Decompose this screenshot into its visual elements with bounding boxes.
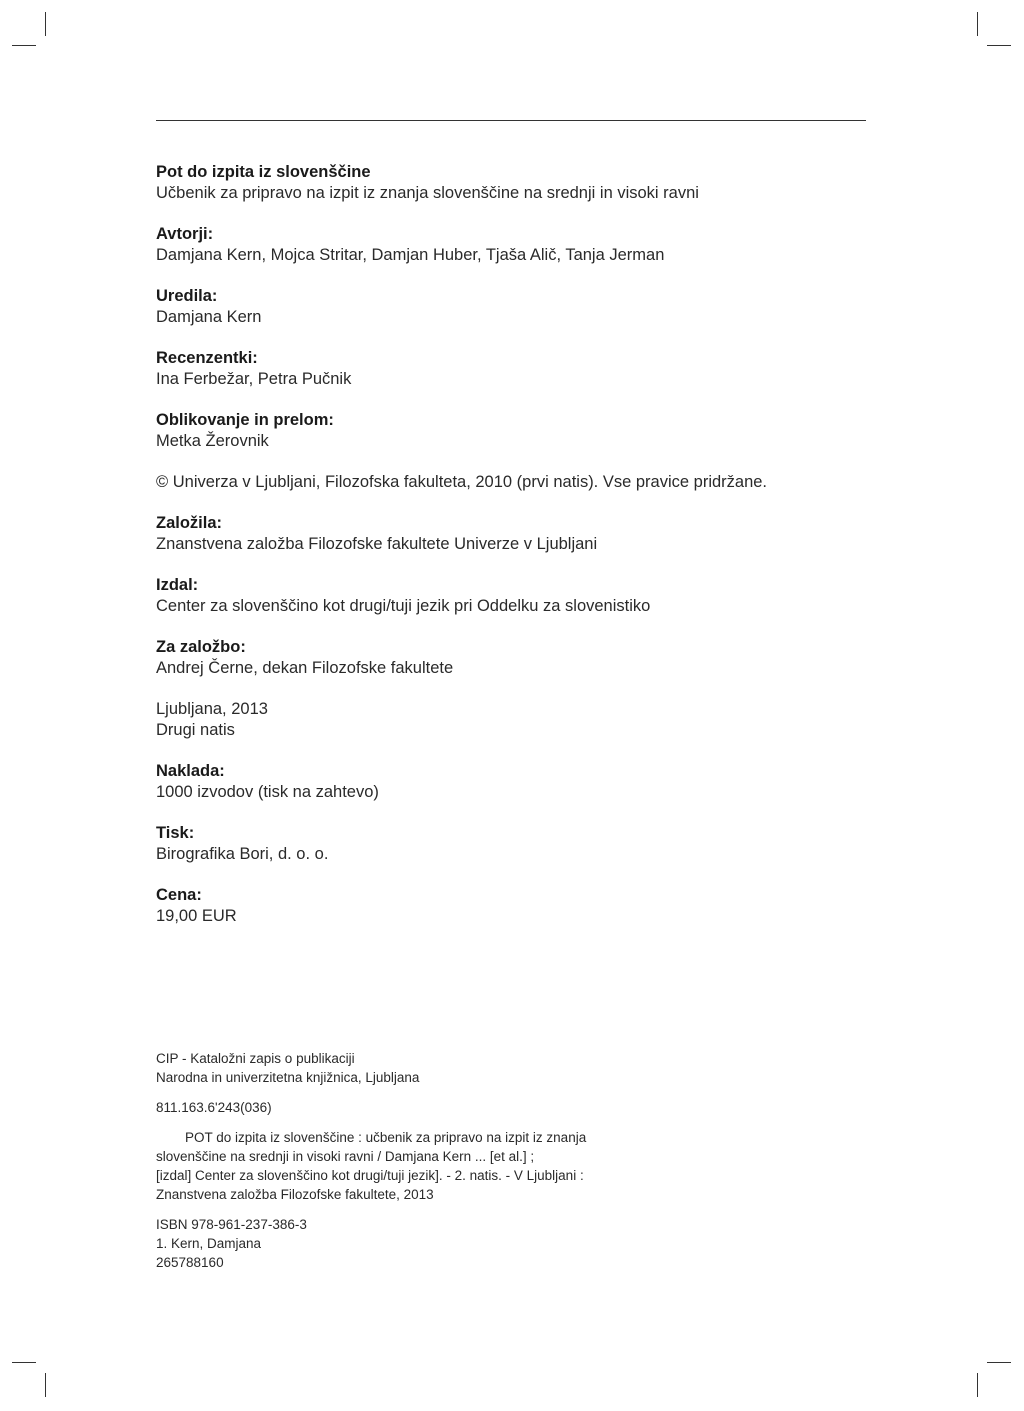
reviewers-label: Recenzentki: bbox=[156, 349, 258, 367]
price-label: Cena: bbox=[156, 886, 202, 904]
cip-entry-line: slovenščine na srednji in visoki ravni / Damjana Kern ... [et al.] ; bbox=[156, 1149, 535, 1164]
crop-mark-top-left-v bbox=[45, 12, 46, 36]
reviewers-value: Ina Ferbežar, Petra Pučnik bbox=[156, 370, 352, 388]
cip-title: CIP - Kataložni zapis o publikaciji bbox=[156, 1051, 355, 1066]
issuer-value: Center za slovenščino kot drugi/tuji jezik pri Oddelku za slovenistiko bbox=[156, 597, 651, 615]
cip-entry-line: Znanstvena založba Filozofske fakultete, 2013 bbox=[156, 1187, 434, 1202]
authors-block bbox=[156, 224, 876, 266]
place-edition-block bbox=[156, 699, 876, 741]
colophon bbox=[156, 162, 876, 947]
top-rule bbox=[156, 120, 866, 121]
publisher-value: Znanstvena založba Filozofske fakultete Univerze v Ljubljani bbox=[156, 535, 598, 553]
cip-entry-line: POT do izpita iz slovenščine : učbenik za pripravo na izpit iz znanja bbox=[185, 1130, 587, 1145]
crop-mark-top-right-v bbox=[977, 12, 978, 36]
book-title: Pot do izpita iz slovenščine bbox=[156, 163, 371, 181]
for-publisher-label: Za založbo: bbox=[156, 638, 246, 656]
crop-mark-top-right-h bbox=[987, 45, 1011, 46]
crop-mark-bottom-left-v bbox=[45, 1373, 46, 1397]
cip-subject: 1. Kern, Damjana bbox=[156, 1236, 262, 1251]
copyright-block bbox=[156, 472, 876, 493]
crop-mark-bottom-right-v bbox=[977, 1373, 978, 1397]
design-value: Metka Žerovnik bbox=[156, 432, 269, 450]
design-label: Oblikovanje in prelom: bbox=[156, 411, 334, 429]
cip-entry bbox=[156, 1128, 616, 1204]
editor-block bbox=[156, 286, 876, 328]
print-run-block bbox=[156, 761, 876, 803]
printer-block bbox=[156, 823, 876, 865]
reviewers-block bbox=[156, 348, 876, 390]
print-run-value: 1000 izvodov (tisk na zahtevo) bbox=[156, 783, 379, 801]
for-publisher-block bbox=[156, 637, 876, 679]
cip-identifiers bbox=[156, 1215, 616, 1272]
cip-isbn: ISBN 978-961-237-386-3 bbox=[156, 1217, 307, 1232]
place-year: Ljubljana, 2013 bbox=[156, 700, 268, 718]
crop-mark-bottom-left-h bbox=[12, 1362, 36, 1363]
editor-value: Damjana Kern bbox=[156, 308, 262, 326]
editor-label: Uredila: bbox=[156, 287, 218, 305]
crop-mark-top-left-h bbox=[12, 45, 36, 46]
issuer-block bbox=[156, 575, 876, 617]
copyright-notice: © Univerza v Ljubljani, Filozofska fakulteta, 2010 (prvi natis). Vse pravice pridržane. bbox=[156, 473, 768, 491]
cip-header bbox=[156, 1049, 616, 1087]
crop-mark-bottom-right-h bbox=[987, 1362, 1011, 1363]
authors-label: Avtorji: bbox=[156, 225, 214, 243]
for-publisher-value: Andrej Černe, dekan Filozofske fakultete bbox=[156, 659, 454, 677]
price-block bbox=[156, 885, 876, 927]
publisher-block bbox=[156, 513, 876, 555]
printer-value: Birografika Bori, d. o. o. bbox=[156, 845, 329, 863]
cip-record bbox=[156, 1049, 616, 1283]
design-block bbox=[156, 410, 876, 452]
cip-udc: 811.163.6'243(036) bbox=[156, 1100, 272, 1115]
cip-entry-line: [izdal] Center za slovenščino kot drugi/tuji jezik]. - 2. natis. - V Ljubljani : bbox=[156, 1168, 584, 1183]
printer-label: Tisk: bbox=[156, 824, 195, 842]
price-value: 19,00 EUR bbox=[156, 907, 237, 925]
issuer-label: Izdal: bbox=[156, 576, 199, 594]
edition: Drugi natis bbox=[156, 721, 235, 739]
authors-value: Damjana Kern, Mojca Stritar, Damjan Huber, Tjaša Alič, Tanja Jerman bbox=[156, 246, 665, 264]
book-subtitle: Učbenik za pripravo na izpit iz znanja slovenščine na srednji in visoki ravni bbox=[156, 184, 699, 202]
cip-udc-group bbox=[156, 1098, 616, 1117]
title-block bbox=[156, 162, 876, 204]
cip-library: Narodna in univerzitetna knjižnica, Ljubljana bbox=[156, 1070, 420, 1085]
cip-cobiss: 265788160 bbox=[156, 1255, 224, 1270]
publisher-label: Založila: bbox=[156, 514, 223, 532]
print-run-label: Naklada: bbox=[156, 762, 225, 780]
